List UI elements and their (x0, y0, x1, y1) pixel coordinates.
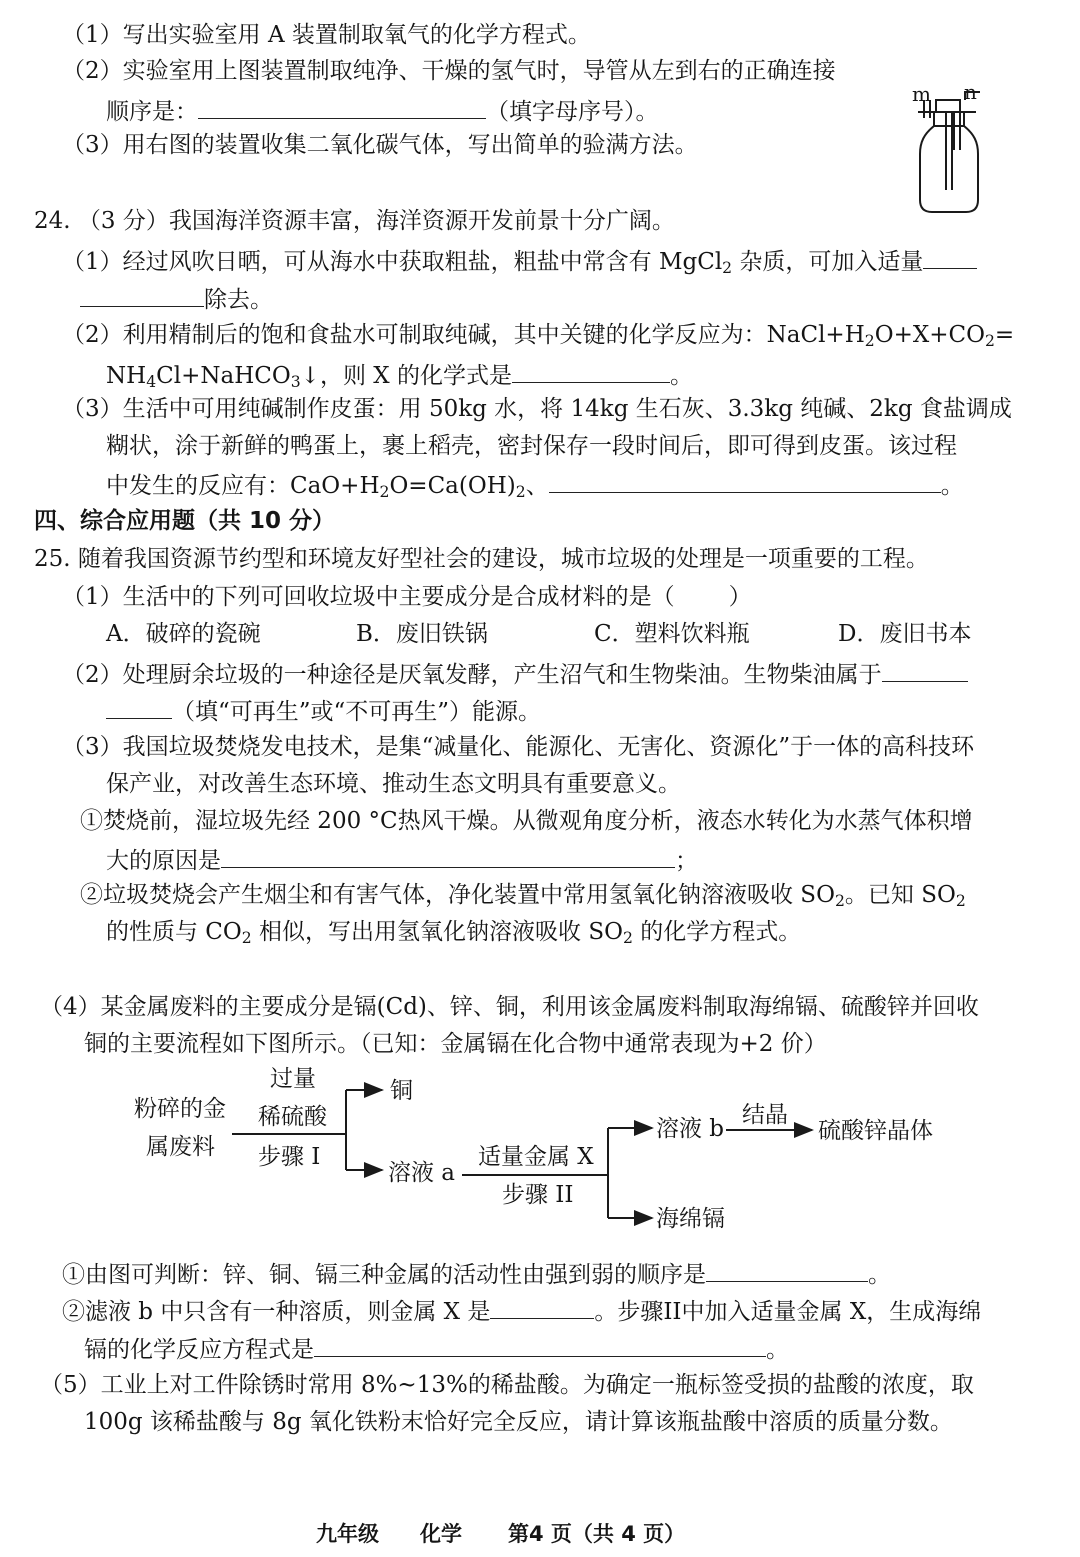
flow-start-line1: 粉碎的金 (134, 1096, 226, 1122)
q25-part5-line1: （5）工业上对工件除锈时常用 8%~13%的稀盐酸。为确定一瓶标签受损的盐酸的浓度，取 (40, 1372, 974, 1398)
q23-part1: （1）写出实验室用 A 装置制取氧气的化学方程式。 (62, 22, 591, 48)
bottle-label-m: m (912, 82, 931, 106)
option-b: B．废旧铁锅 (356, 621, 488, 647)
answer-blank[interactable] (490, 1296, 594, 1319)
q25-part4-line2: 铜的主要流程如下图所示。（已知：金属镉在化合物中通常表现为+2 价） (84, 1031, 827, 1057)
flow-reagent2: 适量金属 X (478, 1144, 594, 1170)
flow-copper: 铜 (390, 1078, 413, 1104)
flow-reagent1-line2: 稀硫酸 (258, 1104, 327, 1130)
footer-grade: 九年级 (316, 1522, 379, 1546)
q25-part3-item2-line2: 的性质与 $CO_2$ 相似，写出用氢氧化钠溶液吸收 $SO_2$ 的化学方程式。 (106, 919, 802, 947)
flow-zinc-sulfate: 硫酸锌晶体 (818, 1118, 933, 1144)
q25-part4-item2-line1: ②滤液 b 中只含有一种溶质，则金属 X 是 。步骤II中加入适量金属 X，生成海绵 (62, 1296, 981, 1326)
q25-part5-line2: 100g 该稀盐酸与 8g 氧化铁粉末恰好完全反应，请计算该瓶盐酸中溶质的质量分数。 (84, 1409, 953, 1435)
q25-part3-line1: （3）我国垃圾焚烧发电技术，是集“减量化、能源化、无害化、资源化”于一体的高科技环 (62, 734, 975, 760)
q23-part2-line2: 顺序是： （填字母序号）。 (106, 96, 659, 126)
flow-step1: 步骤 I (258, 1144, 321, 1170)
option-a: A．破碎的瓷碗 (106, 621, 261, 647)
section-title: 四、综合应用题（共 10 分） (34, 508, 336, 534)
flow-solution-a: 溶液 a (388, 1160, 456, 1186)
q25-part3-item2-line1: ②垃圾焚烧会产生烟尘和有害气体，净化装置中常用氢氧化钠溶液吸收 $SO_2$。已知 $SO_2$ (80, 882, 966, 910)
q25-part3-item1-line2: 大的原因是 ； (106, 845, 698, 875)
flow-start-line2: 属废料 (146, 1134, 215, 1160)
q25-part4-item2-line2: 镉的化学反应方程式是 。 (84, 1334, 789, 1364)
q25-part4-line1: （4）某金属废料的主要成分是镉(Cd)、锌、铜，利用该金属废料制取海绵镉、硫酸锌并回收 (40, 994, 979, 1020)
q25-part1: （1）生活中的下列可回收垃圾中主要成分是合成材料的是（ ） (62, 584, 752, 610)
answer-blank[interactable] (706, 1259, 868, 1282)
footer-page-number: 第4 页（共 4 页） (508, 1522, 686, 1546)
q24-part3-line1: （3）生活中可用纯碱制作皮蛋：用 50kg 水，将 14kg 生石灰、3.3kg 纯碱、2kg 食盐调成 (62, 396, 1012, 422)
flow-reagent1-line1: 过量 (270, 1066, 316, 1092)
q25-part2-line1: （2）处理厨余垃圾的一种途径是厌氧发酵，产生沼气和生物柴油。生物柴油属于 (62, 659, 968, 689)
option-d: D．废旧书本 (838, 621, 972, 647)
flow-sponge-cd: 海绵镉 (656, 1206, 725, 1232)
flow-solution-b: 溶液 b (656, 1116, 725, 1142)
q25-part3-line2: 保产业，对改善生态环境、推动生态文明具有重要意义。 (106, 771, 681, 797)
q24-part3-line2: 糊状，涂于新鲜的鸭蛋上，裹上稻壳，密封保存一段时间后，即可得到皮蛋。该过程 (106, 433, 957, 459)
footer-subject: 化学 (420, 1522, 462, 1546)
option-c: C．塑料饮料瓶 (594, 621, 750, 647)
q24-part3-line3: 中发生的反应有：$CaO+H_2O=Ca(OH)_2$、 。 (106, 470, 964, 500)
q23-part2-line1: （2）实验室用上图装置制取纯净、干燥的氢气时，导管从左到右的正确连接 (62, 58, 836, 84)
q24-part2-line1: （2）利用精制后的饱和食盐水可制取纯碱，其中关键的化学反应为：$NaCl+H_2O+X+CO_2=$ (62, 322, 1015, 350)
q25-part4-item1: ①由图可判断：锌、铜、镉三种金属的活动性由强到弱的顺序是 。 (62, 1259, 891, 1289)
q24-part2-line2: $NH_4Cl+NaHCO_3↓$，则 X 的化学式是 。 (106, 360, 693, 390)
bottle-label-n: n (964, 80, 977, 104)
q24-part1-line2: 除去。 (80, 284, 273, 314)
q25-part2-line2: （填“可再生”或“不可再生”）能源。 (106, 696, 541, 726)
q23-part3: （3）用右图的装置收集二氧化碳气体，写出简单的验满方法。 (62, 132, 698, 158)
q25-header: 25. 随着我国资源节约型和环境友好型社会的建设，城市垃圾的处理是一项重要的工程。 (34, 546, 929, 572)
q24-part1-line1: （1）经过风吹日晒，可从海水中获取粗盐，粗盐中常含有 MgCl$_2$ 杂质，可加入适量 (62, 246, 977, 276)
q24-header: 24. （3 分）我国海洋资源丰富，海洋资源开发前景十分广阔。 (34, 208, 675, 234)
flow-crystallize: 结晶 (742, 1102, 788, 1128)
flow-step2: 步骤 II (502, 1182, 574, 1208)
answer-blank[interactable] (314, 1334, 766, 1357)
q25-part3-item1-line1: ①焚烧前，湿垃圾先经 200 °C热风干燥。从微观角度分析，液态水转化为水蒸气体积增 (80, 808, 973, 834)
